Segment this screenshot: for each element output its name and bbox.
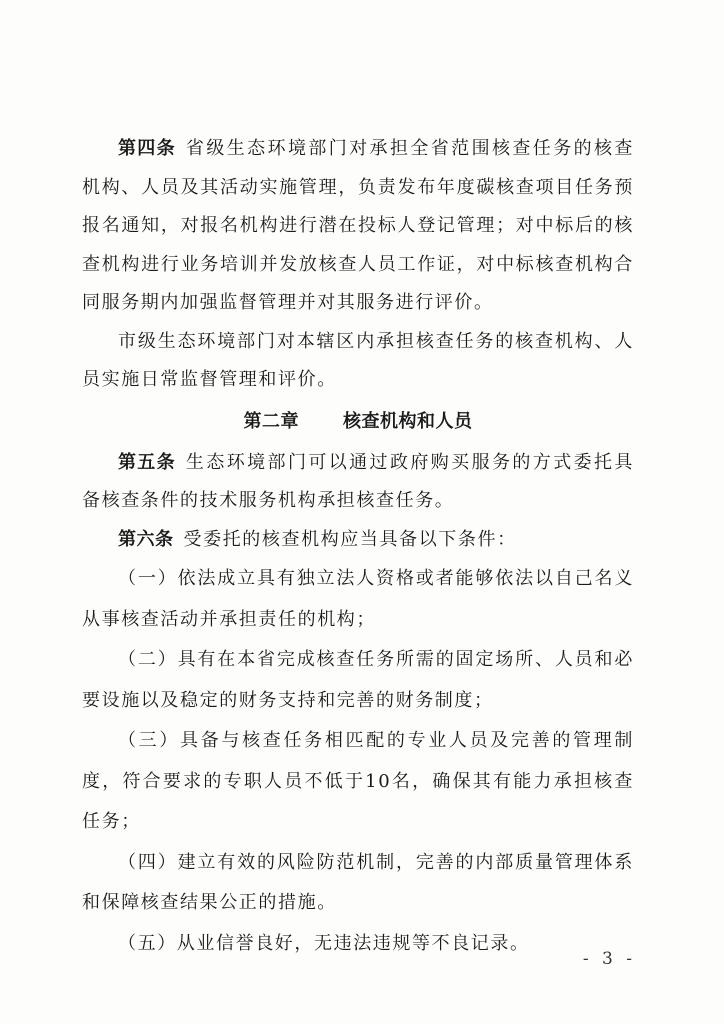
article-6-paragraph <box>82 521 634 560</box>
article-5-text: 生态环境部门可以通过政府购买服务的方式委托具备核查条件的技术服务机构承担核查任务。 <box>82 451 635 511</box>
chapter-heading <box>82 400 634 444</box>
chapter-title: 核查机构和人员 <box>343 410 473 432</box>
condition-item-4: （四）建立有效的风险防范机制，完善的内部质量管理体系和保障核查结果公正的措施。 <box>82 851 634 913</box>
article-6-text: 受委托的核查机构应当具备以下条件： <box>183 528 517 550</box>
article-4-heading: 第四条 <box>118 138 176 159</box>
article-5-heading: 第五条 <box>118 451 176 473</box>
page-number: - 3 - <box>582 949 636 969</box>
condition-item-2: （二）具有在本省完成核查任务所需的固定场所、人员和必要设施以及稳定的财务支持和完善的财务制度； <box>82 649 634 711</box>
article-4-paragraph-2: 市级生态环境部门对本辖区内承担核查任务的核查机构、人员实施日常监督管理和评价。 <box>82 330 634 390</box>
article-5-paragraph <box>82 444 634 521</box>
document-body <box>82 130 634 964</box>
condition-item-3: （三）具备与核查任务相匹配的专业人员及完善的管理制度，符合要求的专职人员不低于10名，确保其有能力承担核查任务； <box>82 730 634 832</box>
condition-item-5: （五）从业信誉良好，无违法违规等不良记录。 <box>118 932 530 954</box>
article-6-heading: 第六条 <box>118 528 174 550</box>
article-4-text: 省级生态环境部门对承担全省范围核查任务的核查机构、人员及其活动实施管理，负责发布年度碳核查项目任务预报名通知，对报名机构进行潜在投标人登记管理；对中标后的核查机构进行业务培训并发放核查人员工作证，对中标核查机构合同服务期内加强监督管理并对其服务进行评价。 <box>82 138 635 313</box>
chapter-number: 第二章 <box>243 410 299 432</box>
condition-item-1: （一）依法成立具有独立法人资格或者能够依法以自己名义从事核查活动并承担责任的机构； <box>82 568 634 630</box>
article-4-paragraph <box>82 130 634 323</box>
